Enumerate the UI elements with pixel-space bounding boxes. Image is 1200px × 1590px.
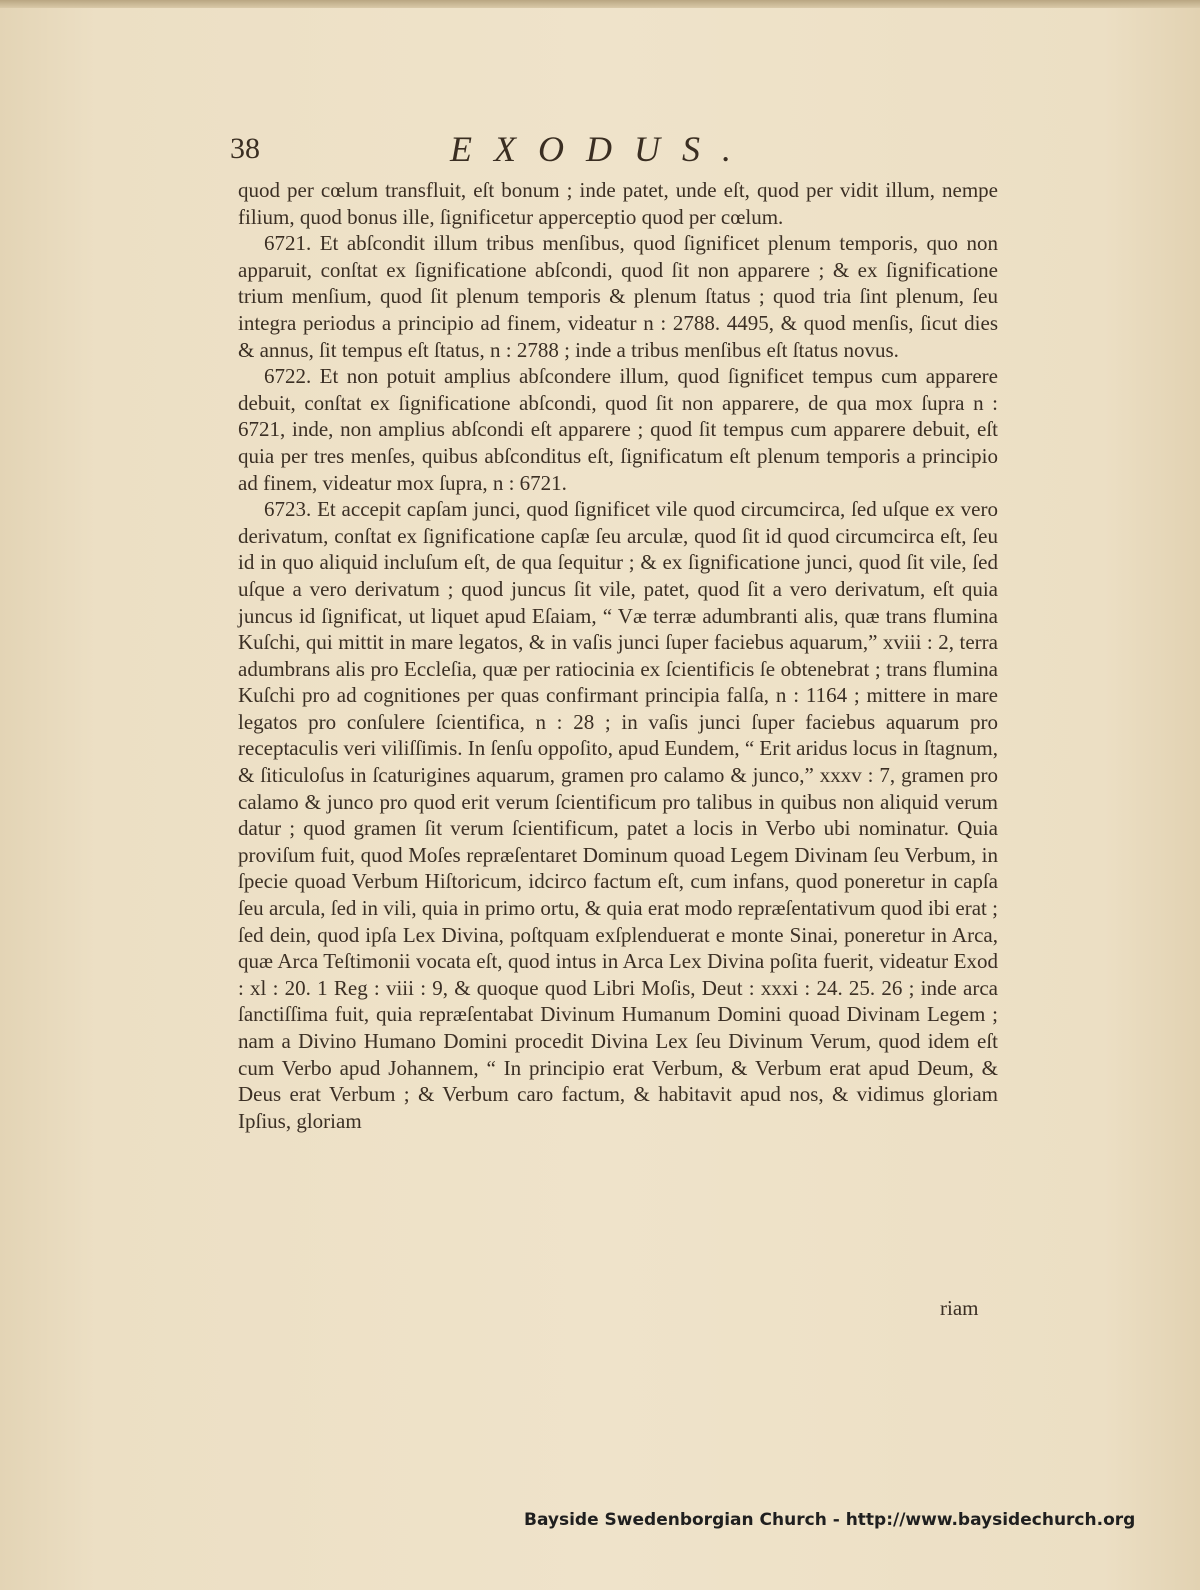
- page-top-edge: [0, 0, 1200, 8]
- running-title: EXODUS.: [450, 129, 753, 169]
- paragraph-6722: 6722. Et non potuit amplius abſcondere illum, quod ſignificet tempus cum apparere debuit, conſtat ex ſignificatione abſcondi, quod ſit non apparere, de qua mox ſupra n : 6721, inde, non amplius abſcondi eſt apparere ; quod ſit tempus cum apparere debuit, eſt quia per tres menſes, quibus abſconditus eſt, ſignificatum eſt plenum temporis a principio ad finem, videatur mox ſupra, n : 6721.: [238, 364, 998, 495]
- page-number: 38: [230, 132, 260, 165]
- paragraph-continuation: quod per cœlum transfluit, eſt bonum ; inde patet, unde eſt, quod per vidit illum, nempe filium, quod bonus ille, ſignificetur apperceptio quod per cœlum.: [238, 178, 998, 229]
- catchword: riam: [940, 1296, 979, 1320]
- body-text: [238, 177, 998, 1134]
- paragraph-6723: 6723. Et accepit capſam junci, quod ſignificet vile quod circumcirca, ſed uſque ex vero derivatum, conſtat ex ſignificatione capſæ ſeu arculæ, quod ſit id quod circumcirca eſt, ſeu id in quo aliquid incluſum eſt, de qua ſequitur ; & ex ſignificatione junci, quod ſit vile, ſed uſque a vero derivatum ; quod juncus ſit vile, patet, quod ſit a vero derivatum, eſt quia juncus id ſignificat, ut liquet apud Eſaiam, “ Væ terræ adumbranti alis, quæ trans flumina Kuſchi, qui mittit in mare legatos, & in vaſis junci ſuper faciebus aquarum,” xviii : 2, terra adumbrans alis pro Eccleſia, quæ per ratiocinia ex ſcientificis ſe obtenebrat ; trans flumina Kuſchi pro ad cognitiones per quas confirmant principia falſa, n : 1164 ; mittere in mare legatos pro conſulere ſcientifica, n : 28 ; in vaſis junci ſuper faciebus aquarum pro receptaculis veri viliſſimis. In ſenſu oppoſito, apud Eundem, “ Erit aridus locus in ſtagnum, & ſiticuloſus in ſcaturigines aquarum, gramen pro calamo & junco,” xxxv : 7, gramen pro calamo & junco pro quod erit verum ſcientificum pro talibus in quibus non aliquid verum datur ; quod gramen ſit verum ſcientificum, patet a locis in Verbo ubi nominatur. Quia proviſum fuit, quod Moſes repræſentaret Dominum quoad Legem Divinam ſeu Verbum, in ſpecie quoad Verbum Hiſtoricum, idcirco factum eſt, cum infans, quod poneretur in capſa ſeu arcula, ſed in vili, quia in primo ortu, & quia erat modo repræſentativum quod ibi erat ; ſed dein, quod ipſa Lex Divina, poſtquam exſplenduerat e monte Sinai, poneretur in Arca, quæ Arca Teſtimonii vocata eſt, quod intus in Arca Lex Divina poſita fuerit, videatur Exod : xl : 20. 1 Reg : viii : 9, & quoque quod Libri Moſis, Deut : xxxi : 24. 25. 26 ; inde arca ſanctiſſima fuit, quia repræſentabat Divinum Humanum Domini quoad Divinam Legem ; nam a Divino Humano Domini procedit Divina Lex ſeu Divinum Verum, quod idem eſt cum Verbo apud Johannem, “ In principio erat Verbum, & Verbum erat apud Deum, & Deus erat Verbum ; & Verbum caro factum, & habitavit apud nos, & vidimus gloriam Ipſius, gloriam: [238, 497, 998, 1133]
- paragraph-6721: 6721. Et abſcondit illum tribus menſibus, quod ſignificet plenum temporis, quo non apparuit, conſtat ex ſignificatione abſcondi, quod ſit non apparere ; & ex ſignificatione trium menſium, quod ſit plenum temporis & plenum ſtatus ; quod tria ſint plenum, ſeu integra periodus a principio ad finem, videatur n : 2788. 4495, & quod menſis, ſicut dies & annus, ſit tempus eſt ſtatus, n : 2788 ; inde a tribus menſibus eſt ſtatus novus.: [238, 231, 998, 362]
- page-header: [230, 128, 990, 178]
- watermark-credit: Bayside Swedenborgian Church - http://www.baysidechurch.org: [524, 1510, 1136, 1530]
